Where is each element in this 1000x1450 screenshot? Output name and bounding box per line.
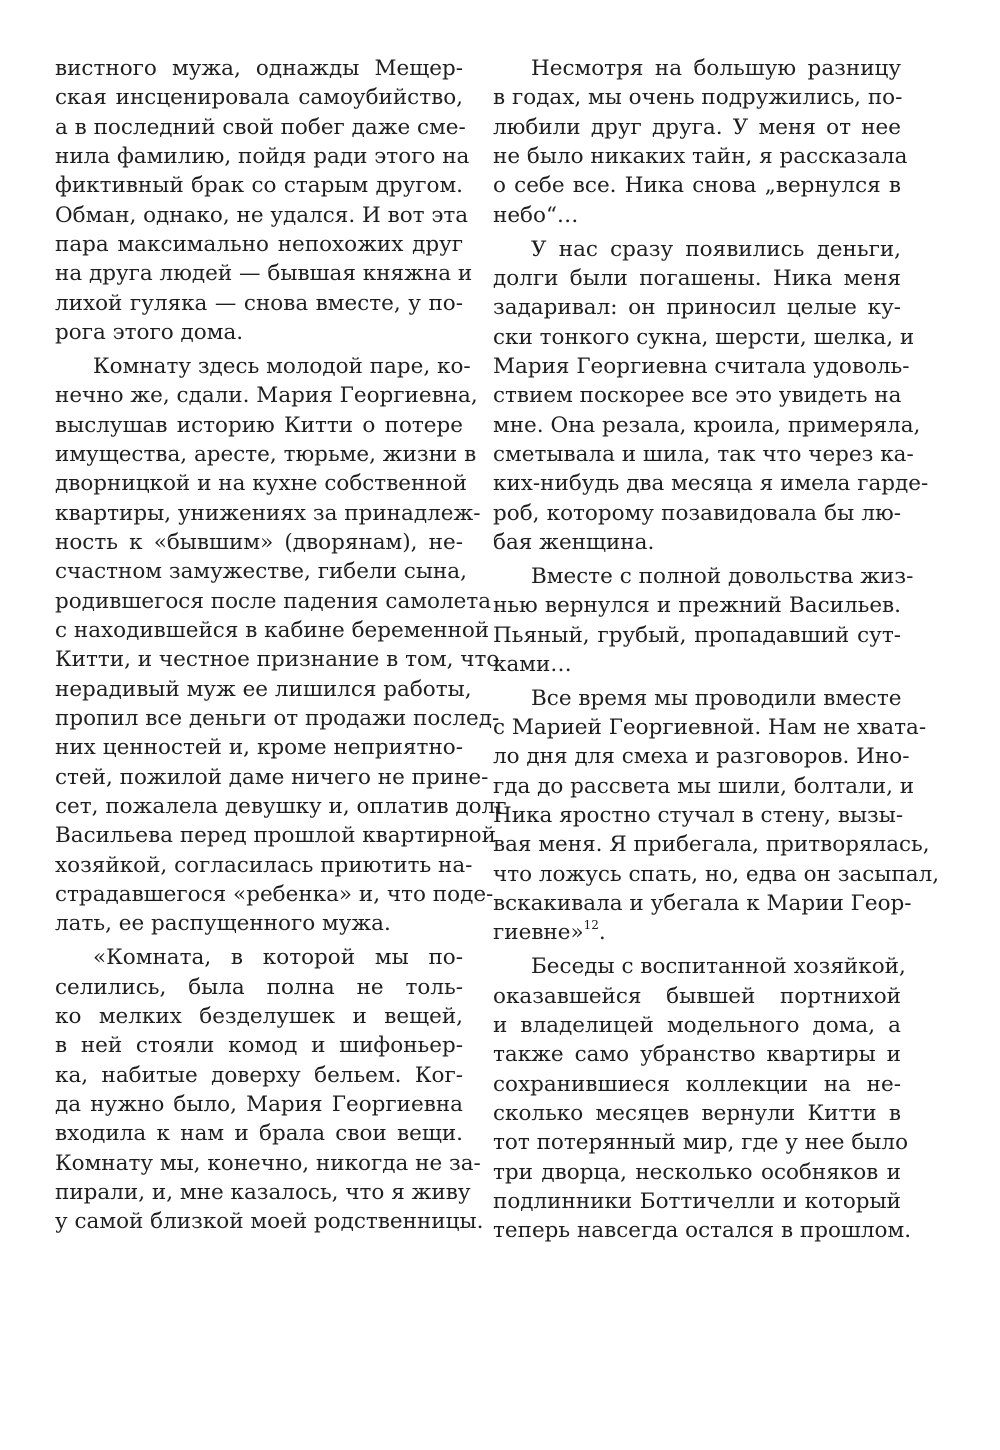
text-line [493,499,901,528]
text-line-content: на друга людей — бывшая княжна и [55,261,473,287]
text-line [55,616,490,645]
text-line [55,763,489,792]
text-line [493,528,901,557]
text-line-content: ность к «бывшим» (дворянам), не- [55,530,463,555]
text-line [55,880,494,909]
text-line-content: Вместе с полной довольства жиз- [531,563,914,589]
text-line [493,982,901,1011]
text-line [493,1099,901,1128]
text-line [493,1128,909,1157]
text-line-content: Ника яростно стучал в стену, вызы- [493,803,904,829]
text-line [493,264,901,293]
text-line [493,562,914,591]
text-line-content: что ложусь спать, но, едва он засыпал, [493,861,940,887]
text-line [493,713,927,742]
text-line-content: вскакивала и убегала к Марии Геор- [493,891,912,917]
text-line [493,352,910,381]
text-line-content: три дворца, несколько особняков и [493,1159,901,1185]
text-line-content: Комнату здесь молодой паре, ко- [93,353,471,379]
text-line-content: любили друг друга. У меня от нее [493,114,901,140]
text-line-content: Пьяный, грубый, пропадавший сут- [493,622,901,648]
text-line [493,113,901,142]
text-line [493,889,912,918]
footnote-marker: 12 [583,918,599,933]
text-line [55,1178,471,1207]
text-line-content: гда до рассвета мы шили, болтали, и [493,773,915,799]
text-line-content: подлинники Боттичелли и который [493,1189,901,1215]
text-line-content: ка, набитые доверху бельем. Ког- [55,1062,463,1088]
text-line-content: страдавшегося «ребенка» и, что поде- [55,882,494,908]
text-line [493,293,901,322]
text-line-content: ская инсценировала самоубийство, [55,85,463,111]
text-line-content: квартиры, унижениях за принадлеж- [55,500,481,526]
text-line [493,952,906,981]
text-line [55,171,463,200]
text-line-content: хозяйкой, согласилась приютить на- [55,852,473,878]
text-line [493,469,929,498]
text-line [55,381,478,410]
text-line-content: оказавшейся бывшей портнихой [493,983,901,1009]
text-line [493,621,901,650]
text-line [55,733,463,762]
text-line-content: с Марией Георгиевной. Нам не хвата- [493,715,927,741]
text-line-content: пропил все деньги от продажи послед- [55,706,500,732]
text-line-content: да нужно было, Мария Георгиевна [55,1092,463,1118]
text-line [55,792,507,821]
text-line [493,650,901,679]
text-line-content: небо“… [493,202,579,228]
text-line-content: пара максимально непохожих друг [55,232,463,258]
text-line-content: фиктивный брак со старым другом. [55,173,463,199]
text-line [55,54,463,83]
text-line-content: дворницкой и на кухне собственной [55,471,467,497]
text-line-content: сет, пожалела девушку и, оплатив долг [55,794,507,820]
text-line-content: в ней стояли комод и шифоньер- [55,1033,463,1059]
text-line-content: выслушав историю Китти о потере [55,412,463,438]
text-line [493,411,921,440]
text-line-content: Беседы с воспитанной хозяйкой, [531,954,906,980]
text-line-content: у самой близкой моей родственницы. [55,1209,484,1235]
text-line [493,1187,901,1216]
text-line [55,230,463,259]
text-line [55,259,473,288]
text-line [493,860,940,889]
text-line [55,1031,463,1060]
text-line-content: и владелицей модельного дома, а [493,1013,901,1038]
text-line-content: «Комната, в которой мы по- [93,945,463,971]
text-line [493,323,915,352]
text-line-content: селились, была полна не толь- [55,974,463,1000]
text-line [55,1002,463,1031]
text-line [55,352,471,381]
text-line-content: ко мелких безделушек и вещей, [55,1004,463,1029]
text-line-content: стей, пожилой даме ничего не прине- [55,764,489,790]
text-line-content: сколько месяцев вернули Китти в [493,1101,901,1127]
text-line [493,235,901,264]
text-line [493,381,901,410]
text-line [55,645,500,674]
text-line-content: долги были погашены. Ника меня [493,265,901,291]
text-line [493,772,915,801]
text-line-content: а в последний свой побег даже сме- [55,114,466,140]
text-line-content: них ценностей и, кроме неприятно- [55,735,463,761]
text-line-content: имущества, аресте, тюрьме, жизни в [55,441,477,467]
text-line [55,821,496,850]
text-line [493,1158,901,1187]
text-line-content: теперь навсегда остался в прошлом. [493,1218,912,1244]
text-line [55,587,492,616]
text-line [493,1070,901,1099]
text-line [55,704,500,733]
text-line-content: не было никаких тайн, я рассказала [493,144,908,170]
text-line-content: сохранившиеся коллекции на не- [493,1071,901,1097]
text-line-content: ких-нибудь два месяца я имела гарде- [493,471,929,497]
text-line-content: ствием поскорее все это увидеть на [493,383,902,409]
text-line [55,851,473,880]
text-line [55,909,463,938]
text-line-content: лихой гуляка — снова вместе, у по- [55,290,463,316]
text-line [55,83,463,112]
text-line [493,591,901,620]
text-line [493,83,901,112]
text-line-content: Мария Георгиевна считала удоволь- [493,353,910,379]
text-line-content: ками… [493,651,572,677]
text-line [493,440,914,469]
text-line [493,742,910,771]
text-line [493,201,901,230]
text-line-content: родившегося после падения самолета [55,588,492,614]
text-line [55,469,467,498]
text-line [493,1040,901,1069]
text-line [493,830,930,859]
text-line [55,1061,463,1090]
text-line-tail: . [598,920,606,946]
text-line [55,973,463,1002]
text-line-content: лать, ее распущенного мужа. [55,911,391,937]
text-line [55,1090,463,1119]
text-line-content: с находившейся в кабине беременной [55,618,490,644]
text-line [55,318,463,347]
text-line-content: ски тонкого сукна, шерсти, шелка, и [493,324,915,350]
text-line-content: гиевне» [493,920,584,946]
text-line-content: нерадивый муж ее лишился работы, [55,676,472,702]
text-line [55,943,463,972]
text-line-content: рога этого дома. [55,320,244,346]
right-text-column [493,54,940,1246]
text-line-content: тот потерянный мир, где у нее было [493,1130,909,1156]
text-line-content: нью вернулся и прежний Васильев. [493,593,901,619]
text-line-content: бая женщина. [493,530,655,555]
text-line [55,201,469,230]
text-line [55,113,466,142]
text-line [55,499,481,528]
text-line [55,1149,481,1178]
text-line [55,440,477,469]
text-line-content: ло дня для смеха и разговоров. Ино- [493,744,910,770]
text-line-content: У нас сразу появились деньги, [531,236,901,262]
text-line [55,675,472,704]
text-line-content: пирали, и, мне казалось, что я живу [55,1180,471,1206]
text-line [55,142,470,171]
text-line-content: задаривал: он приносил целые ку- [493,295,901,321]
text-line-content: счастном замужестве, гибели сына, [55,559,467,585]
text-line-content: Все время мы проводили вместе [531,685,902,711]
text-line [55,528,463,557]
text-line-content: нечно же, сдали. Мария Георгиевна, [55,383,478,409]
text-line [493,801,904,830]
text-line-content: Китти, и честное признание в том, что [55,647,500,673]
text-line [493,171,901,200]
text-line-content: роб, которому позавидовала бы лю- [493,500,901,526]
text-line [55,557,467,586]
text-line [55,1119,463,1148]
text-line-content: Обман, однако, не удался. И вот эта [55,202,469,228]
text-line-content: сметывала и шила, так что через ка- [493,441,914,467]
text-line [493,918,901,947]
text-line-content: Несмотря на большую разницу [531,56,901,81]
text-line [493,142,908,171]
text-line-content: вистного мужа, однажды Мещер- [55,56,463,81]
text-line [493,684,901,713]
text-line-content: Комнату мы, конечно, никогда не за- [55,1150,481,1176]
text-line-content: вая меня. Я прибегала, притворялась, [493,832,930,858]
text-line [55,1207,484,1236]
text-line-content: нила фамилию, пойдя ради этого на [55,144,470,170]
text-line [55,411,463,440]
text-line-content: о себе все. Ника снова „вернулся в [493,173,901,199]
text-line [55,289,463,318]
text-line-content: мне. Она резала, кроила, примеряла, [493,412,921,438]
text-line [493,54,901,83]
text-line-content: также само убранство квартиры и [493,1042,901,1068]
text-line-content: входила к нам и брала свои вещи. [55,1121,463,1147]
text-line-content: в годах, мы очень подружились, по- [493,85,903,111]
text-line [493,1216,912,1245]
left-text-column [55,54,507,1237]
text-line-content: Васильева перед прошлой квартирной [55,823,496,849]
text-line [493,1011,901,1040]
